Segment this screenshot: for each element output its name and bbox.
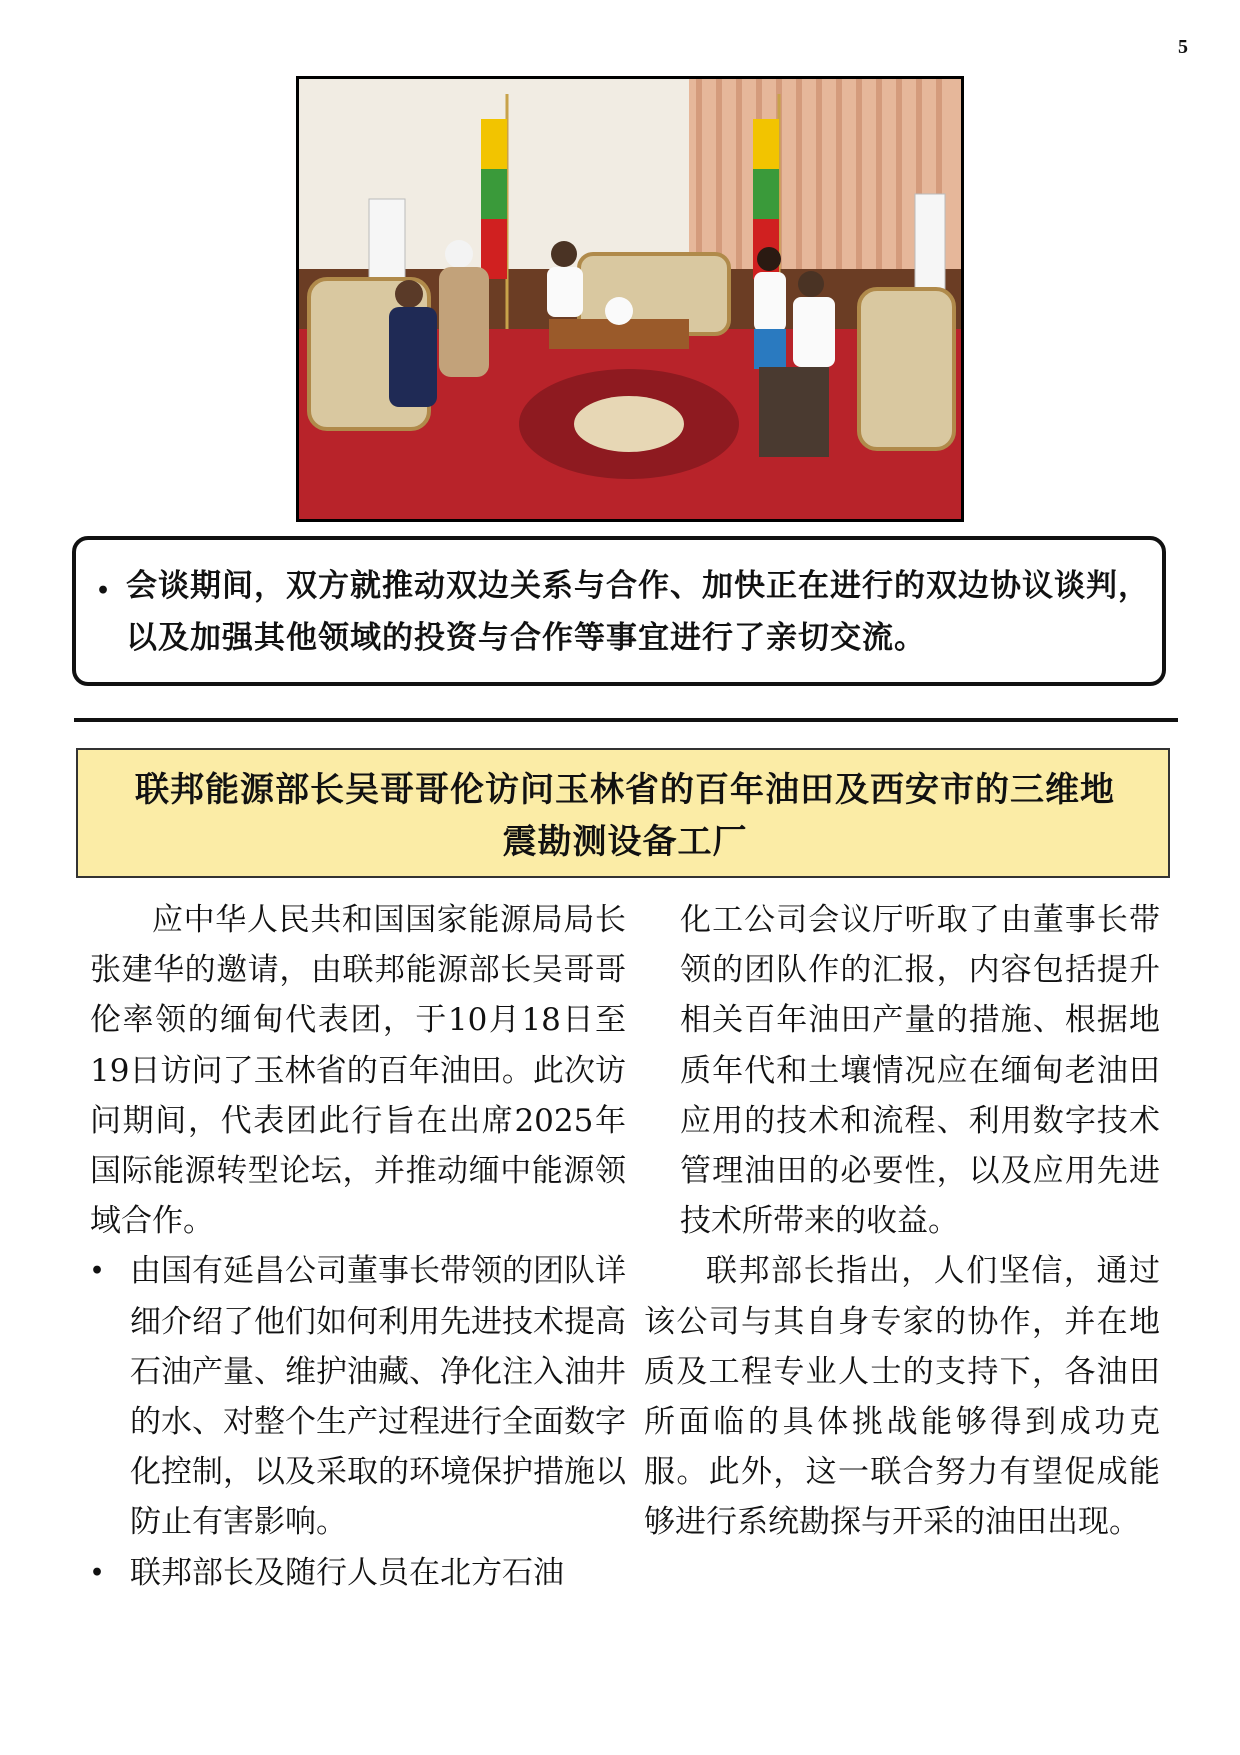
list-item (90, 1246, 626, 1547)
caption-box (72, 536, 1166, 686)
bullet-icon: • (90, 1559, 105, 1586)
caption-bullet: • (96, 578, 111, 604)
bullet-2-text-start: 联邦部长及随行人员在北方石油 (130, 1554, 564, 1591)
caption-text: 会谈期间，双方就推动双边关系与合作、加快正在进行的双边协议谈判，以及加强其他领域的投资与合作等事宜进行了亲切交流。 (126, 568, 1150, 656)
meeting-photo-illustration (299, 79, 961, 519)
closing-paragraph: 联邦部长指出，人们坚信，通过该公司与其自身专家的协作，并在地质及工程专业人士的支持下，各油田所面临的具体挑战能够得到成功克服。此外，这一联合努力有望促成能够进行系统勘探与开采的油田出现。 (644, 1253, 1160, 1541)
section-divider (74, 718, 1178, 722)
page-number: 5 (1178, 36, 1188, 58)
headline-line-2: 震勘测设备工厂 (502, 822, 748, 862)
article-headline (76, 748, 1170, 878)
article-column-left (90, 895, 626, 1598)
headline-text (88, 764, 1162, 868)
bullet-icon: • (90, 1258, 105, 1285)
headline-line-1: 联邦能源部长吴哥哥伦访问玉林省的百年油田及西安市的三维地 (135, 770, 1115, 810)
article-column-right (644, 895, 1160, 1548)
meeting-photo (296, 76, 964, 522)
bullet-2-continuation: 化工公司会议厅听取了由董事长带领的团队作的汇报，内容包括提升相关百年油田产量的措施、根据地质年代和土壤情况应在缅甸老油田应用的技术和流程、利用数字技术管理油田的必要性，以及应用先进技术所带来的收益。 (680, 902, 1160, 1240)
intro-paragraph: 应中华人民共和国国家能源局局长张建华的邀请，由联邦能源部长吴哥哥伦率领的缅甸代表团，于10月18日至19日访问了玉林省的百年油田。此次访问期间，代表团此行旨在出席2025年国际能源转型论坛，并推动缅中能源领域合作。 (90, 902, 626, 1240)
bullet-1-text: 由国有延昌公司董事长带领的团队详细介绍了他们如何利用先进技术提高石油产量、维护油藏、净化注入油井的水、对整个生产过程进行全面数字化控制，以及采取的环境保护措施以防止有害影响。 (130, 1253, 626, 1541)
list-item (90, 1548, 626, 1598)
